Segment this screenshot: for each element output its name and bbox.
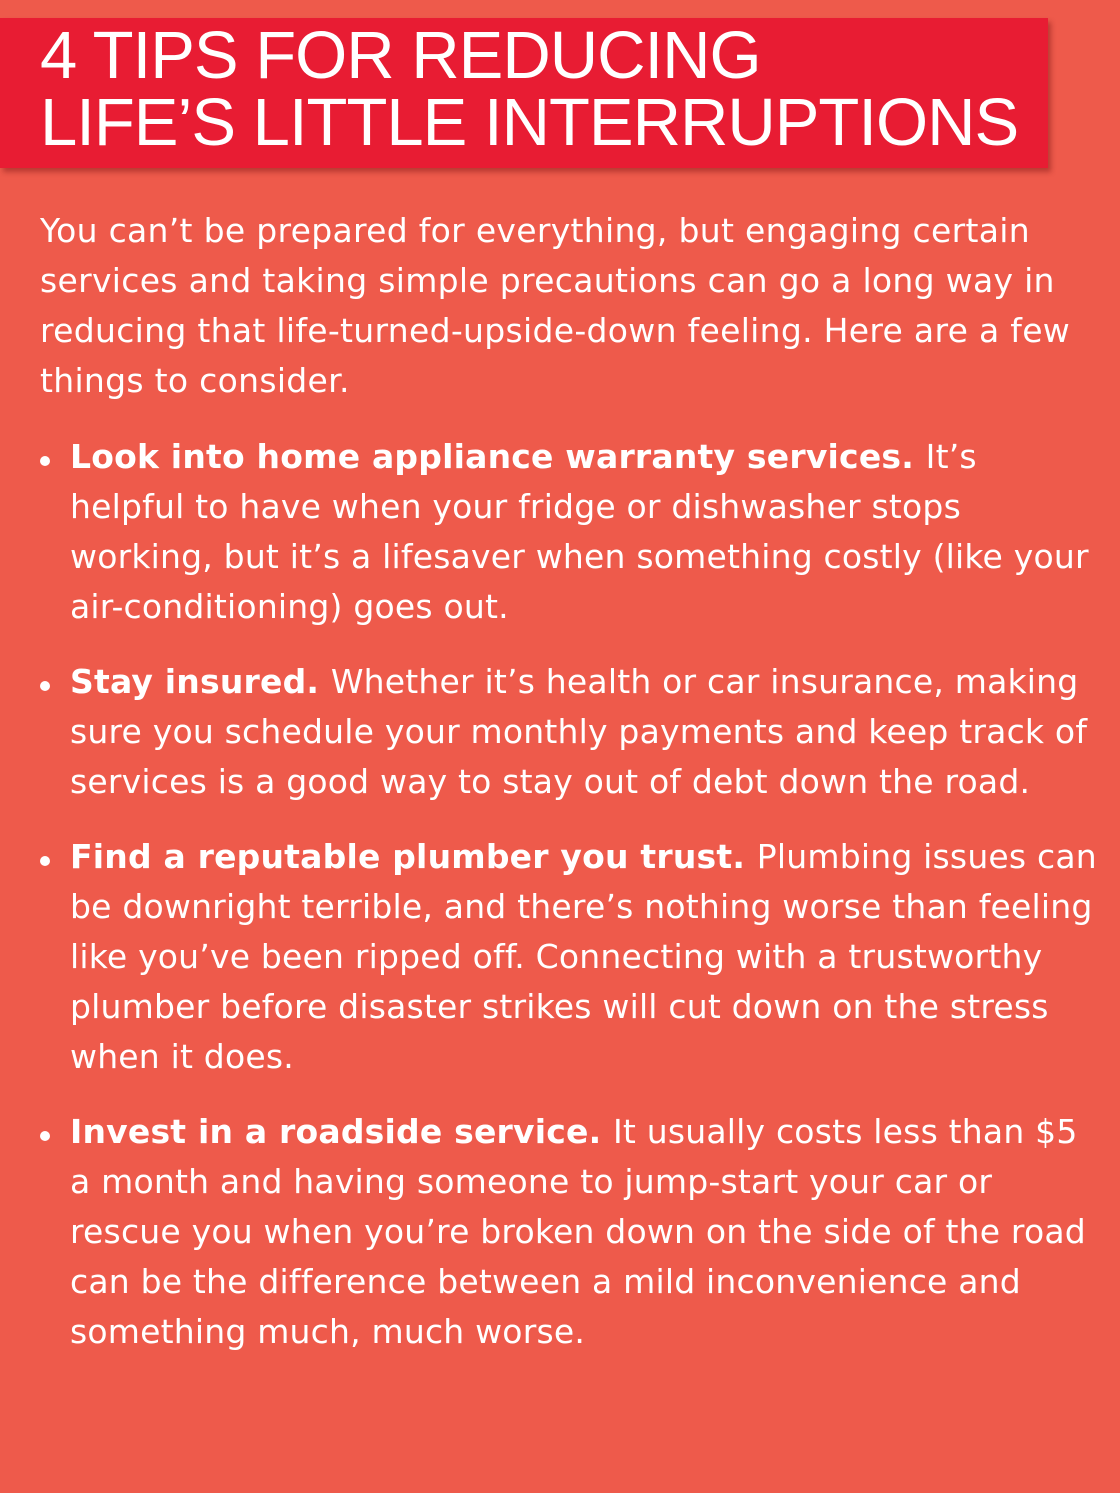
tip-body: Whether it’s health or car insurance, making sure you schedule your monthly payments and keep track of services is a good way to stay out of debt down the road. bbox=[70, 662, 1088, 801]
page-title-line-1: 4 TIPS FOR REDUCING bbox=[40, 18, 761, 93]
tip-item-roadside bbox=[40, 1107, 1100, 1357]
page-title bbox=[40, 18, 1019, 160]
bullet-icon bbox=[40, 456, 50, 466]
intro-paragraph: You can’t be prepared for everything, but engaging certain services and taking simple precautions can go a long way in reducing that life-turned-upside-down feeling. Here are a few things to consider. bbox=[40, 211, 1071, 400]
tips-list bbox=[40, 432, 1100, 1382]
tip-lead: Look into home appliance warranty services. bbox=[70, 437, 926, 476]
page-title-line-2: LIFE’S LITTLE INTERRUPTIONS bbox=[40, 85, 1019, 160]
bullet-icon bbox=[40, 681, 50, 691]
bullet-icon bbox=[40, 856, 50, 866]
tip-body: Plumbing issues can be downright terrible, and there’s nothing worse than feeling like you’ve been ripped off. Connecting with a trustworthy plumber before disaster strikes will cut down on the stress when it does. bbox=[70, 837, 1097, 1076]
tip-item-insured bbox=[40, 657, 1100, 807]
tip-body: It usually costs less than $5 a month and having someone to jump-start your car or rescue you when you’re broken down on the side of the road can be the difference between a mild inconvenience and something much, much worse. bbox=[70, 1112, 1086, 1351]
tip-item-plumber bbox=[40, 832, 1100, 1082]
tip-lead: Invest in a roadside service. bbox=[70, 1112, 613, 1151]
tip-lead: Find a reputable plumber you trust. bbox=[70, 837, 757, 876]
tip-item-warranty bbox=[40, 432, 1100, 632]
bullet-icon bbox=[40, 1131, 50, 1141]
tip-body: It’s helpful to have when your fridge or dishwasher stops working, but it’s a lifesaver when something costly (like your air-conditioning) goes out. bbox=[70, 437, 1089, 626]
tip-lead: Stay insured. bbox=[70, 662, 331, 701]
